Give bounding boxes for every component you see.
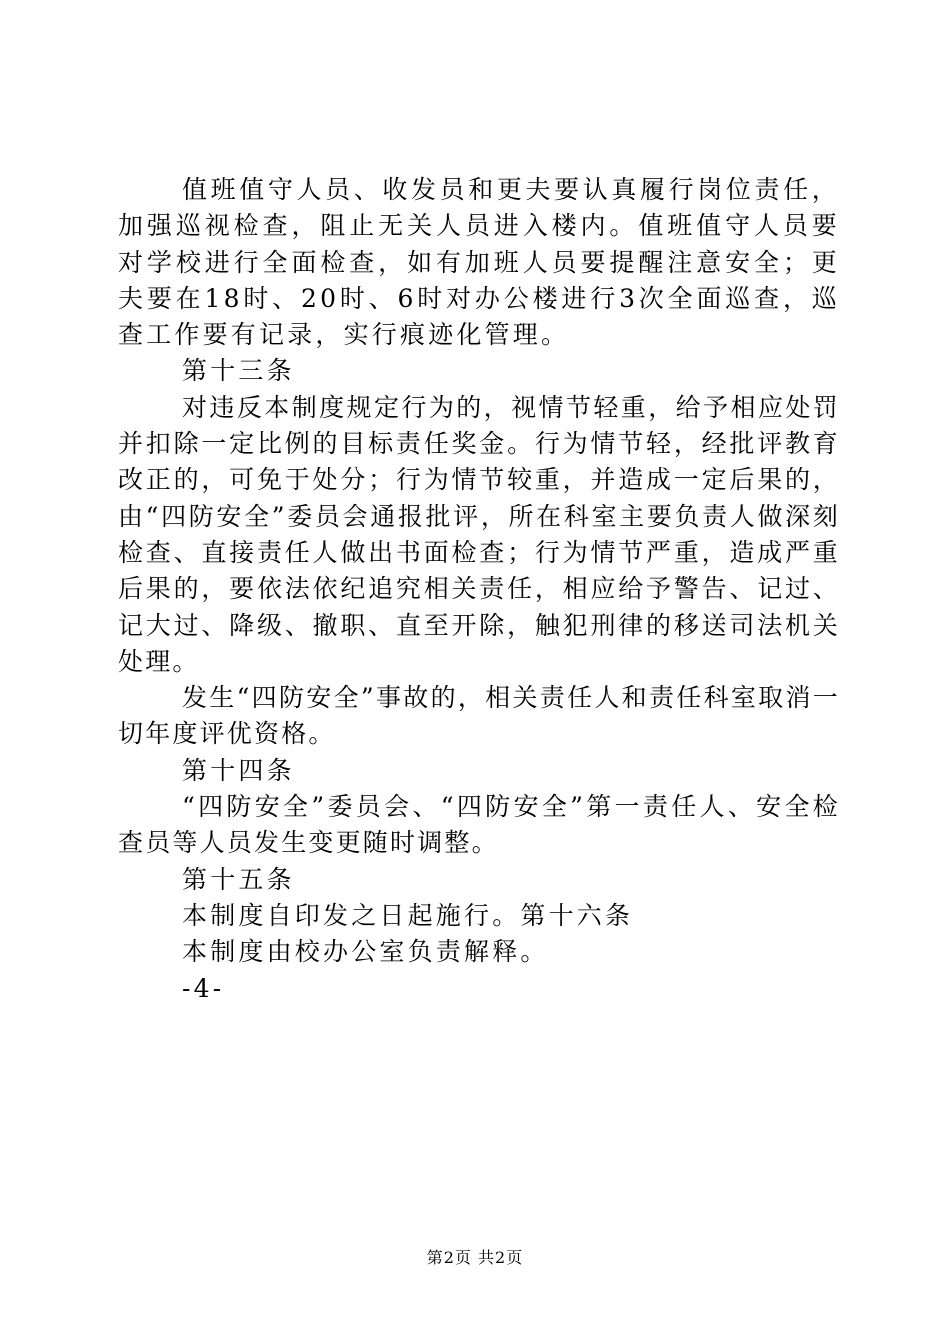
document-body <box>118 172 840 1007</box>
article-heading-15: 第十五条 <box>182 864 295 894</box>
article-heading-14: 第十四条 <box>182 755 295 785</box>
article-heading-13: 第十三条 <box>182 356 295 386</box>
paragraph-penalties: 对违反本制度规定行为的，视情节轻重，给予相应处罚并扣除一定比例的目标责任奖金。行为情节轻，经批评教育改正的，可免于处分；行为情节较重，并造成一定后果的，由“四防安全”委员会通报批评，所在科室主要负责人做深刻检查、直接责任人做出书面检查；行为情节严重，造成严重后果的，要依法依纪追究相关责任，相应给予警告、记过、记大过、降级、撤职、直至开除，触犯刑律的移送司法机关处理。 <box>118 392 840 676</box>
paragraph-committee-change: “四防安全”委员会、“四防安全”第一责任人、安全检查员等人员发生变更随时调整。 <box>118 792 840 858</box>
paragraph-accident: 发生“四防安全”事故的，相关责任人和责任科室取消一切年度评优资格。 <box>118 683 840 749</box>
paragraph-interpretation: 本制度由校办公室负责解释。 <box>182 937 549 967</box>
paragraph-duty-staff: 值班值守人员、收发员和更夫要认真履行岗位责任，加强巡视检查，阻止无关人员进入楼内。值班值守人员要对学校进行全面检查，如有加班人员要提醒注意安全；更夫要在18时、20时、6时对办公楼进行3次全面巡查，巡查工作要有记录，实行痕迹化管理。 <box>118 175 840 350</box>
inner-page-number: -4- <box>182 973 225 1003</box>
page-footer: 第2页 共2页 <box>426 1248 524 1267</box>
paragraph-effective-date: 本制度自印发之日起施行。第十六条 <box>182 900 634 930</box>
